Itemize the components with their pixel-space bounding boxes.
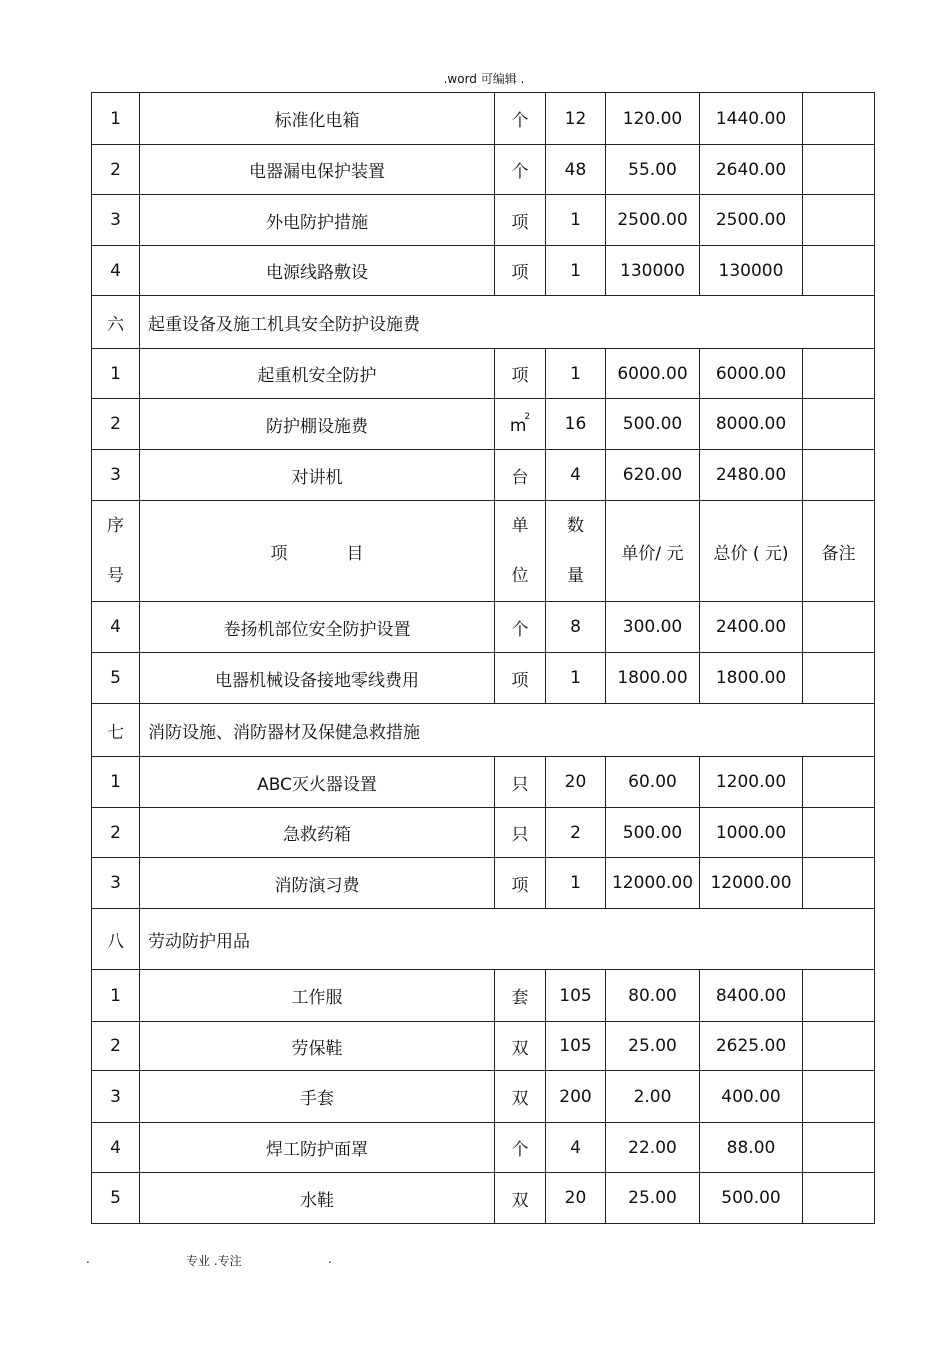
cell-unit: 项: [495, 195, 546, 246]
cell-unit: 双: [495, 1071, 546, 1123]
cell-note: [803, 450, 875, 501]
cell-name: 急救药箱: [140, 808, 495, 858]
cell-unit: 双: [495, 1022, 546, 1071]
cell-qty: 4: [546, 1123, 606, 1173]
cell-unit: 项: [495, 653, 546, 704]
header-qty-char: 量: [567, 566, 584, 586]
header-price: 单价/ 元: [606, 501, 700, 602]
header-name: [140, 501, 495, 602]
section-title: 劳动防护用品: [140, 909, 875, 970]
cell-no: 2: [92, 1022, 140, 1071]
cell-total: 1800.00: [700, 653, 803, 704]
cell-price: 130000: [606, 246, 700, 296]
cell-name: 电器机械设备接地零线费用: [140, 653, 495, 704]
section-row: [92, 704, 875, 757]
cell-qty: 1: [546, 653, 606, 704]
cell-name: 外电防护措施: [140, 195, 495, 246]
cell-no: 4: [92, 602, 140, 653]
cell-name: 手套: [140, 1071, 495, 1123]
cell-unit: 个: [495, 602, 546, 653]
cell-note: [803, 145, 875, 195]
header-name-char: 目: [346, 543, 364, 564]
cell-price: 12000.00: [606, 858, 700, 909]
cell-no: 1: [92, 349, 140, 399]
cell-qty: 20: [546, 757, 606, 808]
section-number: 七: [92, 704, 140, 757]
cell-note: [803, 653, 875, 704]
cell-total: 2625.00: [700, 1022, 803, 1071]
cell-total: 500.00: [700, 1173, 803, 1224]
header-unit: [495, 501, 546, 602]
cell-unit: 项: [495, 246, 546, 296]
cell-no: 3: [92, 858, 140, 909]
cell-note: [803, 93, 875, 145]
cell-note: [803, 808, 875, 858]
header-no: [92, 501, 140, 602]
cell-unit: 项: [495, 349, 546, 399]
cell-note: [803, 349, 875, 399]
cell-qty: 2: [546, 808, 606, 858]
cell-qty: 12: [546, 93, 606, 145]
cell-qty: 16: [546, 399, 606, 450]
cell-price: 55.00: [606, 145, 700, 195]
unit-superscript: 2: [524, 412, 531, 422]
cell-name: ABC灭火器设置: [140, 757, 495, 808]
cell-note: [803, 970, 875, 1022]
table-row: [92, 1123, 875, 1173]
section-number: 八: [92, 909, 140, 970]
cell-price: 500.00: [606, 399, 700, 450]
cell-qty: 1: [546, 246, 606, 296]
table-row: [92, 195, 875, 246]
cell-note: [803, 602, 875, 653]
cell-name: 防护棚设施费: [140, 399, 495, 450]
cell-price: 22.00: [606, 1123, 700, 1173]
table-row: [92, 757, 875, 808]
section-number: 六: [92, 296, 140, 349]
cell-qty: 8: [546, 602, 606, 653]
cell-note: [803, 195, 875, 246]
cell-total: 2400.00: [700, 602, 803, 653]
cell-unit: 双: [495, 1173, 546, 1224]
header-qty: [546, 501, 606, 602]
cell-price: 1800.00: [606, 653, 700, 704]
cell-price: 60.00: [606, 757, 700, 808]
cell-qty: 48: [546, 145, 606, 195]
cell-note: [803, 1173, 875, 1224]
cell-name: 对讲机: [140, 450, 495, 501]
footer-left-dot: .: [86, 1252, 90, 1266]
cell-name: 卷扬机部位安全防护设置: [140, 602, 495, 653]
cell-price: 80.00: [606, 970, 700, 1022]
header-row: [92, 501, 875, 602]
cell-note: [803, 757, 875, 808]
table-row: [92, 808, 875, 858]
cell-unit: 只: [495, 757, 546, 808]
header-no-char: 序: [107, 516, 124, 536]
cell-total: 1440.00: [700, 93, 803, 145]
cell-unit: 台: [495, 450, 546, 501]
footer-right-dot: .: [328, 1252, 332, 1266]
cell-name: 起重机安全防护: [140, 349, 495, 399]
cell-qty: 4: [546, 450, 606, 501]
cell-no: 5: [92, 653, 140, 704]
section-row: [92, 909, 875, 970]
cell-name: 电器漏电保护装置: [140, 145, 495, 195]
cell-no: 4: [92, 246, 140, 296]
cell-no: 1: [92, 93, 140, 145]
cell-price: 120.00: [606, 93, 700, 145]
cell-name: 标准化电箱: [140, 93, 495, 145]
cell-unit: 只: [495, 808, 546, 858]
table-row: [92, 145, 875, 195]
cell-unit: 个: [495, 1123, 546, 1173]
cell-qty: 105: [546, 1022, 606, 1071]
page-header: .word 可编辑 .: [443, 72, 525, 86]
cell-price: 500.00: [606, 808, 700, 858]
cell-note: [803, 399, 875, 450]
table-row: [92, 246, 875, 296]
table-row: [92, 349, 875, 399]
cell-qty: 20: [546, 1173, 606, 1224]
cost-table: [91, 92, 875, 1224]
cell-total: 2480.00: [700, 450, 803, 501]
cell-price: 25.00: [606, 1173, 700, 1224]
cell-note: [803, 1071, 875, 1123]
unit-text: m: [509, 416, 527, 436]
cell-total: 1200.00: [700, 757, 803, 808]
header-name-char: 项: [270, 543, 288, 564]
table-row: [92, 653, 875, 704]
header-unit-char: 位: [511, 566, 529, 586]
cell-no: 3: [92, 195, 140, 246]
header-no-char: 号: [107, 566, 124, 586]
cell-price: 2500.00: [606, 195, 700, 246]
cell-price: 25.00: [606, 1022, 700, 1071]
cell-qty: 200: [546, 1071, 606, 1123]
cell-unit: 套: [495, 970, 546, 1022]
header-qty-char: 数: [567, 516, 584, 536]
cell-qty: 105: [546, 970, 606, 1022]
cell-total: 8400.00: [700, 970, 803, 1022]
cell-unit: [495, 399, 546, 450]
section-title: 消防设施、消防器材及保健急救措施: [140, 704, 875, 757]
cell-note: [803, 1022, 875, 1071]
cell-qty: 1: [546, 349, 606, 399]
table-row: [92, 1022, 875, 1071]
cell-note: [803, 246, 875, 296]
table-row: [92, 93, 875, 145]
table-row: [92, 970, 875, 1022]
cell-total: 8000.00: [700, 399, 803, 450]
cell-total: 88.00: [700, 1123, 803, 1173]
cell-no: 2: [92, 145, 140, 195]
cell-name: 水鞋: [140, 1173, 495, 1224]
cell-note: [803, 1123, 875, 1173]
cell-price: 620.00: [606, 450, 700, 501]
cell-no: 1: [92, 970, 140, 1022]
cell-unit: 项: [495, 858, 546, 909]
cell-name: 劳保鞋: [140, 1022, 495, 1071]
cell-total: 400.00: [700, 1071, 803, 1123]
footer-center: 专业 .专注: [186, 1254, 242, 1268]
cell-name: 工作服: [140, 970, 495, 1022]
cell-no: 1: [92, 757, 140, 808]
cell-total: 2640.00: [700, 145, 803, 195]
header-note: 备注: [803, 501, 875, 602]
table-row: [92, 399, 875, 450]
cell-price: 2.00: [606, 1071, 700, 1123]
cell-price: 300.00: [606, 602, 700, 653]
cell-total: 1000.00: [700, 808, 803, 858]
cell-no: 5: [92, 1173, 140, 1224]
table-row: [92, 1173, 875, 1224]
table-row: [92, 602, 875, 653]
cell-name: 消防演习费: [140, 858, 495, 909]
cell-no: 3: [92, 1071, 140, 1123]
section-title: 起重设备及施工机具安全防护设施费: [140, 296, 875, 349]
cell-total: 130000: [700, 246, 803, 296]
table-row: [92, 1071, 875, 1123]
cell-name: 焊工防护面罩: [140, 1123, 495, 1173]
cell-no: 2: [92, 399, 140, 450]
cell-total: 6000.00: [700, 349, 803, 399]
table-row: [92, 450, 875, 501]
cell-no: 2: [92, 808, 140, 858]
cell-name: 电源线路敷设: [140, 246, 495, 296]
cell-qty: 1: [546, 858, 606, 909]
cell-price: 6000.00: [606, 349, 700, 399]
cell-no: 3: [92, 450, 140, 501]
section-row: [92, 296, 875, 349]
cell-no: 4: [92, 1123, 140, 1173]
cell-unit: 个: [495, 145, 546, 195]
header-total: 总价 ( 元): [700, 501, 803, 602]
cell-unit: 个: [495, 93, 546, 145]
cell-qty: 1: [546, 195, 606, 246]
cell-total: 2500.00: [700, 195, 803, 246]
cell-note: [803, 858, 875, 909]
table-row: [92, 858, 875, 909]
cell-total: 12000.00: [700, 858, 803, 909]
header-unit-char: 单: [511, 516, 529, 536]
